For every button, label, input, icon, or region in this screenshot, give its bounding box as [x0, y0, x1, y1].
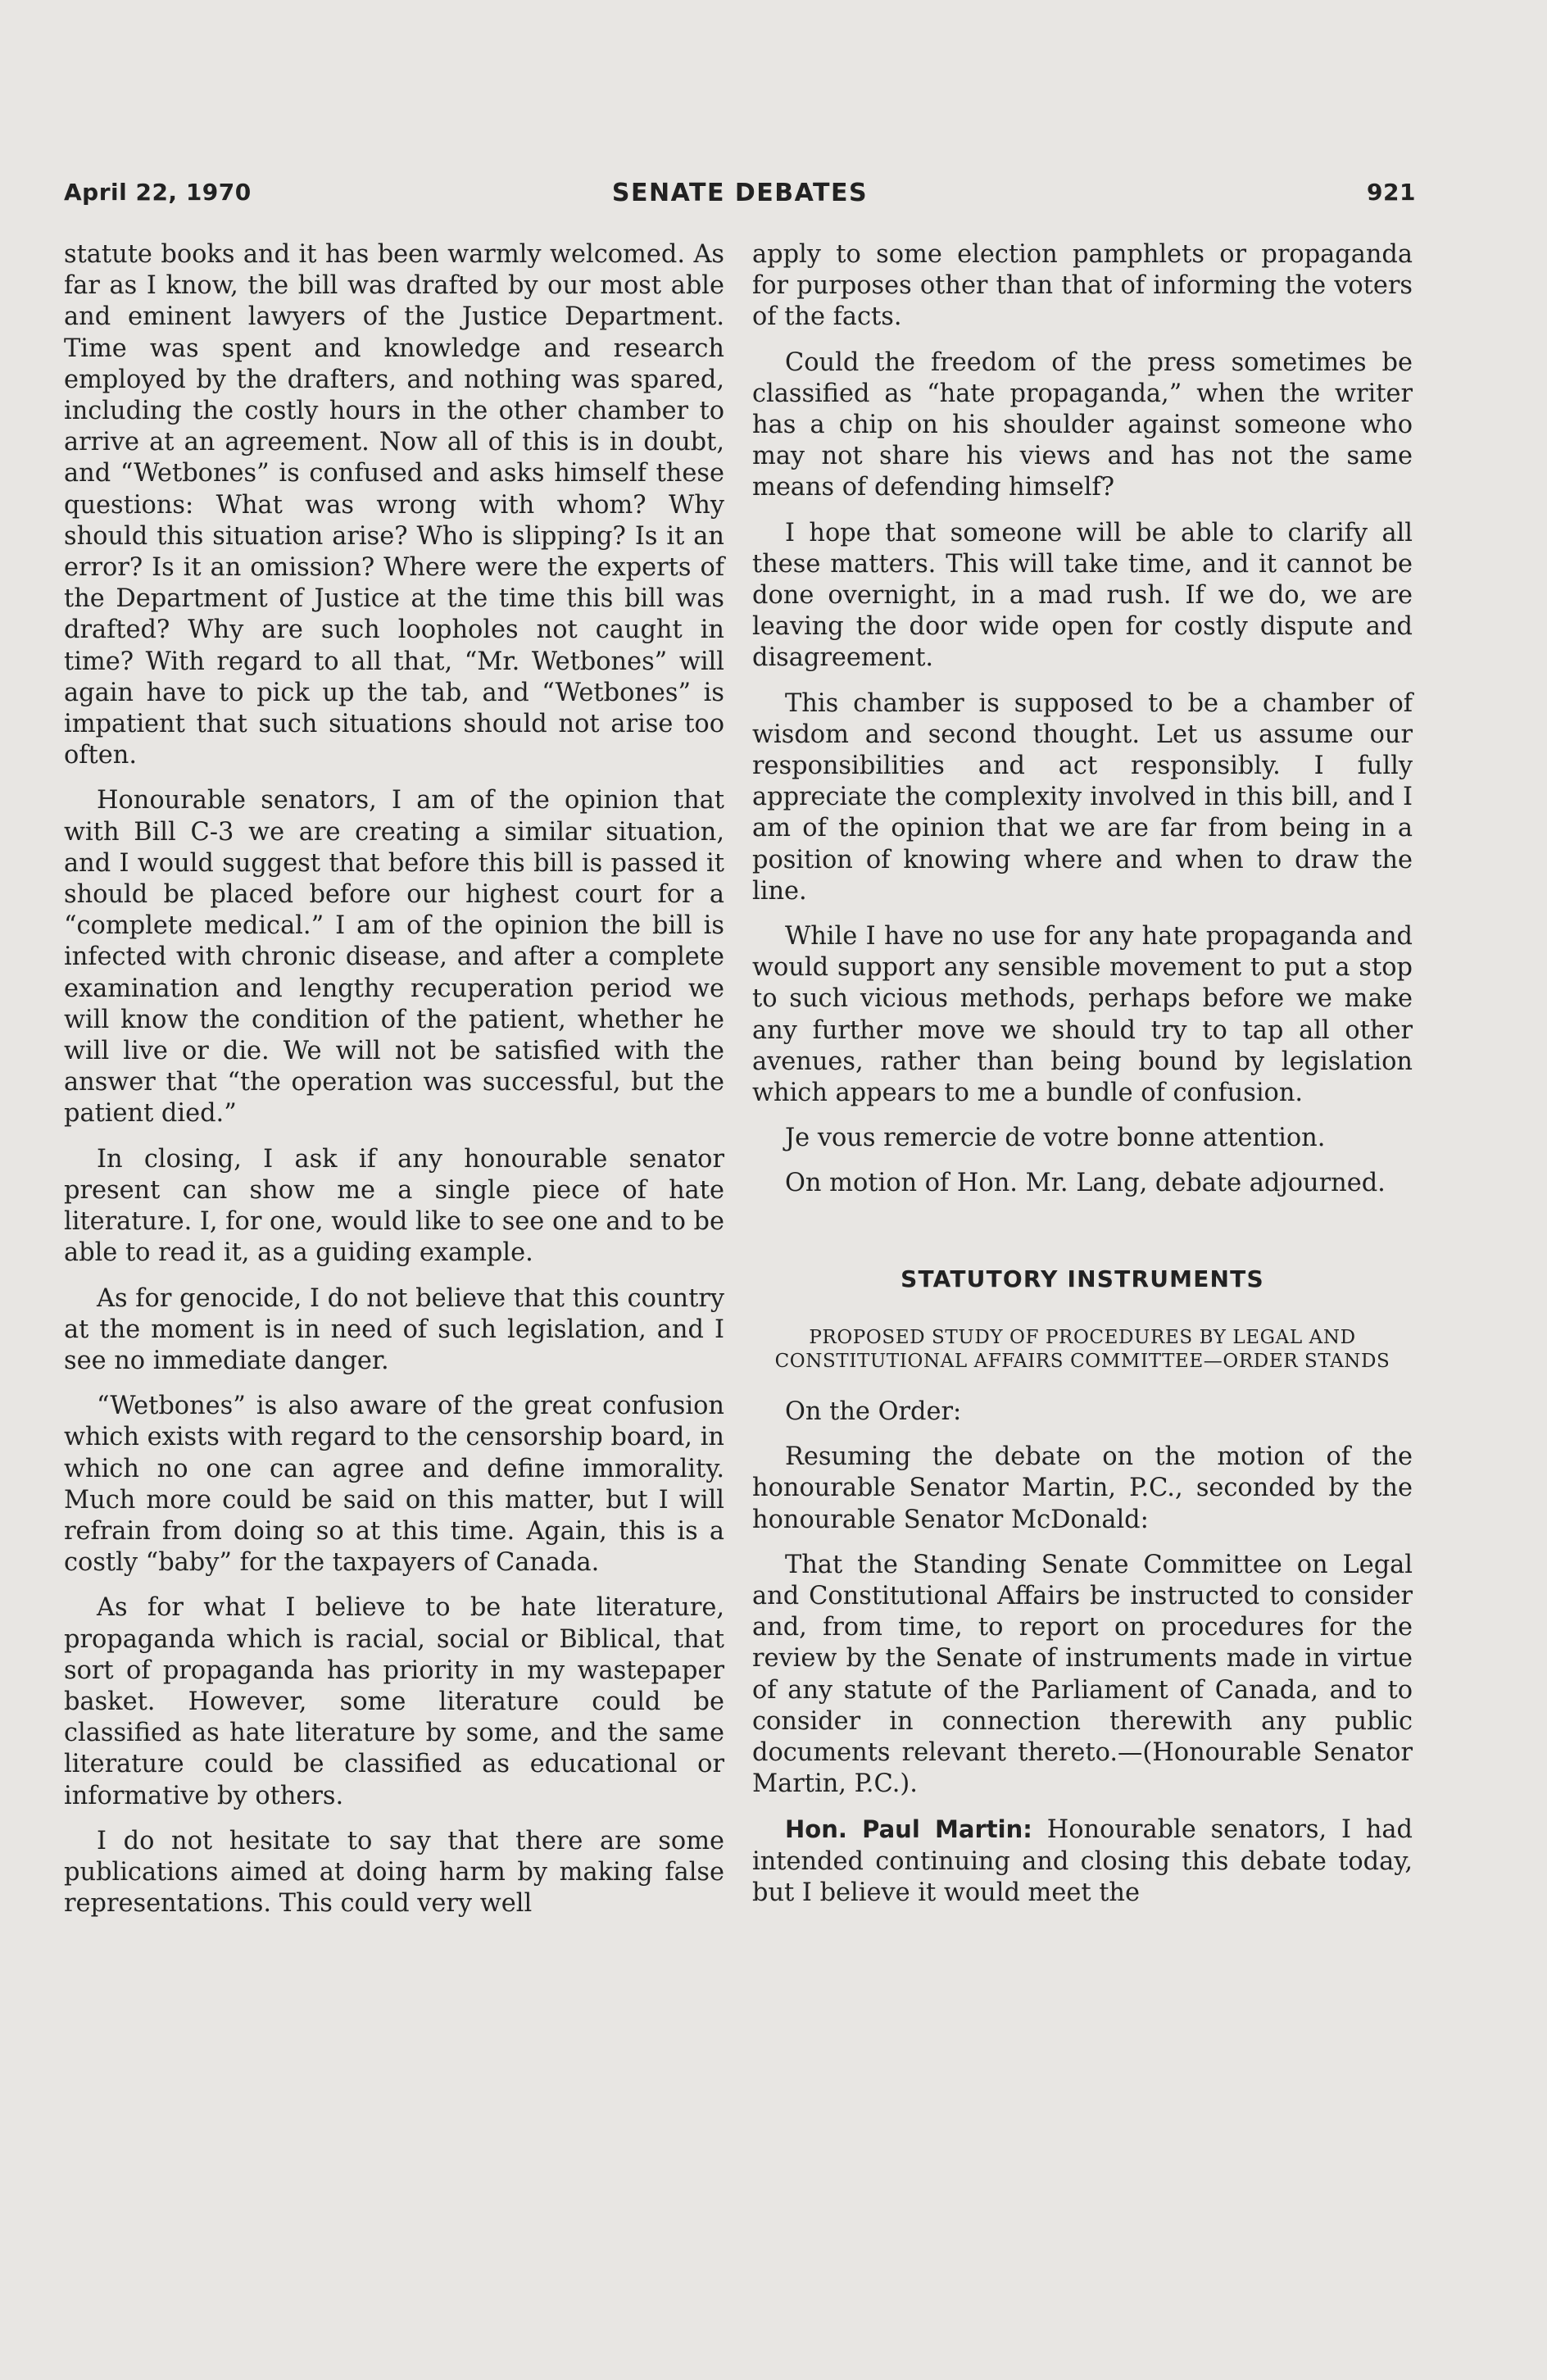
paragraph: Honourable senators, I am of the opinion that with Bill C-3 we are creating a similar situation, and I would suggest that before this bill is passed it should be placed before our highest court for a “complete medical.” I am of the opinion the bill is infected with chronic disease, and after a complete examination and lengthy recuperation period we will know the condition of the patient, whether he will live or die. We will not be satisfied with the answer that “the operation was successful, but the patient died.” [64, 786, 724, 1129]
paragraph: Je vous remercie de votre bonne attention. [785, 1124, 1326, 1153]
quoted-motion: That the Standing Senate Committee on Legal and Constitutional Affairs be instructed to consider and, from time, to report on procedures for the review by the Senate of instruments made in virtue of any statute of the Parliament of Canada, and to consider in connection therewith any public documents relevant thereto.—(Honourable Senator Martin, P.C.). [752, 1550, 1413, 1799]
header-title: SENATE DEBATES [611, 179, 869, 207]
header-date: April 22, 1970 [64, 179, 252, 206]
speech-text: Honourable senators, I had intended continuing and closing this debate today, but I believe it would meet the [752, 1815, 1413, 1907]
section-subheading: PROPOSED STUDY OF PROCEDURES BY LEGAL AND CONSTITUTIONAL AFFAIRS COMMITTEE—ORDER STANDS [774, 1326, 1390, 1372]
paragraph: While I have no use for any hate propaganda and would support any sensible movement to put a stop to such vicious methods, perhaps before we make any further move we should try to tap all other avenues, rather than being bound by legislation which appears to me a bundle of confusion. [752, 922, 1413, 1108]
paragraph: statute books and it has been warmly welcomed. As far as I know, the bill was drafted by our most able and eminent lawyers of the Justice Department. Time was spent and knowledge and research employed by the drafters, and nothing was spared, including the costly hours in the other chamber to arrive at an agreement. Now all of this is in doubt, and “Wetbones” is confused and asks himself these questions: What was wrong with whom? Why should this situation arise? Who is slipping? Is it an error? Is it an omission? Where were the experts of the Department of Justice at the time this bill was drafted? Why are such loopholes not caught in time? With regard to all that, “Mr. Wetbones” will again have to pick up the tab, and “Wetbones” is impatient that such situations should not arise too often. [64, 240, 724, 770]
page-header [64, 179, 1416, 215]
speech-paragraph [752, 1814, 1413, 1909]
page-number: 921 [1367, 179, 1416, 206]
paragraph: I do not hesitate to say that there are some publications aimed at doing harm by making false representations. This could very well [64, 1826, 724, 1919]
paragraph: This chamber is supposed to be a chamber of wisdom and second thought. Let us assume our responsibilities and act responsibly. I fully appreciate the complexity involved in this bill, and I am of the opinion that we are far from being in a position of knowing where and when to draw the line. [752, 688, 1413, 906]
order-label: On the Order: [785, 1397, 962, 1426]
section-heading: STATUTORY INSTRUMENTS [901, 1265, 1264, 1292]
left-column [64, 239, 724, 1933]
speaker-name: Hon. Paul Martin: [785, 1815, 1032, 1844]
quoted-motion: Resuming the debate on the motion of the honourable Senator Martin, P.C., seconded by the honourable Senator McDonald: [752, 1442, 1413, 1534]
paragraph: I hope that someone will be able to clarify all these matters. This will take time, and it cannot be done overnight, in a mad rush. If we do, we are leaving the door wide open for costly dispute and disagreement. [752, 518, 1413, 673]
paragraph: “Wetbones” is also aware of the great confusion which exists with regard to the censorship board, in which no one can agree and define immorality. Much more could be said on this matter, but I will refrain from doing so at this time. Again, this is a costly “baby” for the taxpayers of Canada. [64, 1392, 724, 1578]
paragraph: apply to some election pamphlets or propaganda for purposes other than that of informing the voters of the facts. [752, 240, 1413, 332]
paragraph: In closing, I ask if any honourable senator present can show me a single piece of hate literature. I, for one, would like to see one and to be able to read it, as a guiding example. [64, 1144, 724, 1268]
right-column [752, 239, 1413, 1923]
paragraph: As for what I believe to be hate literature, propaganda which is racial, social or Biblical, that sort of propaganda has priority in my wastepaper basket. However, some literature could be classified as hate literature by some, and the same literature could be classified as educational or informative by others. [64, 1593, 724, 1810]
paragraph: On motion of Hon. Mr. Lang, debate adjourned. [785, 1169, 1386, 1198]
paragraph: As for genocide, I do not believe that this country at the moment is in need of such legislation, and I see no immediate danger. [64, 1283, 724, 1375]
paragraph: Could the freedom of the press sometimes be classified as “hate propaganda,” when the writer has a chip on his shoulder against someone who may not share his views and has not the same means of defending himself? [752, 347, 1413, 502]
